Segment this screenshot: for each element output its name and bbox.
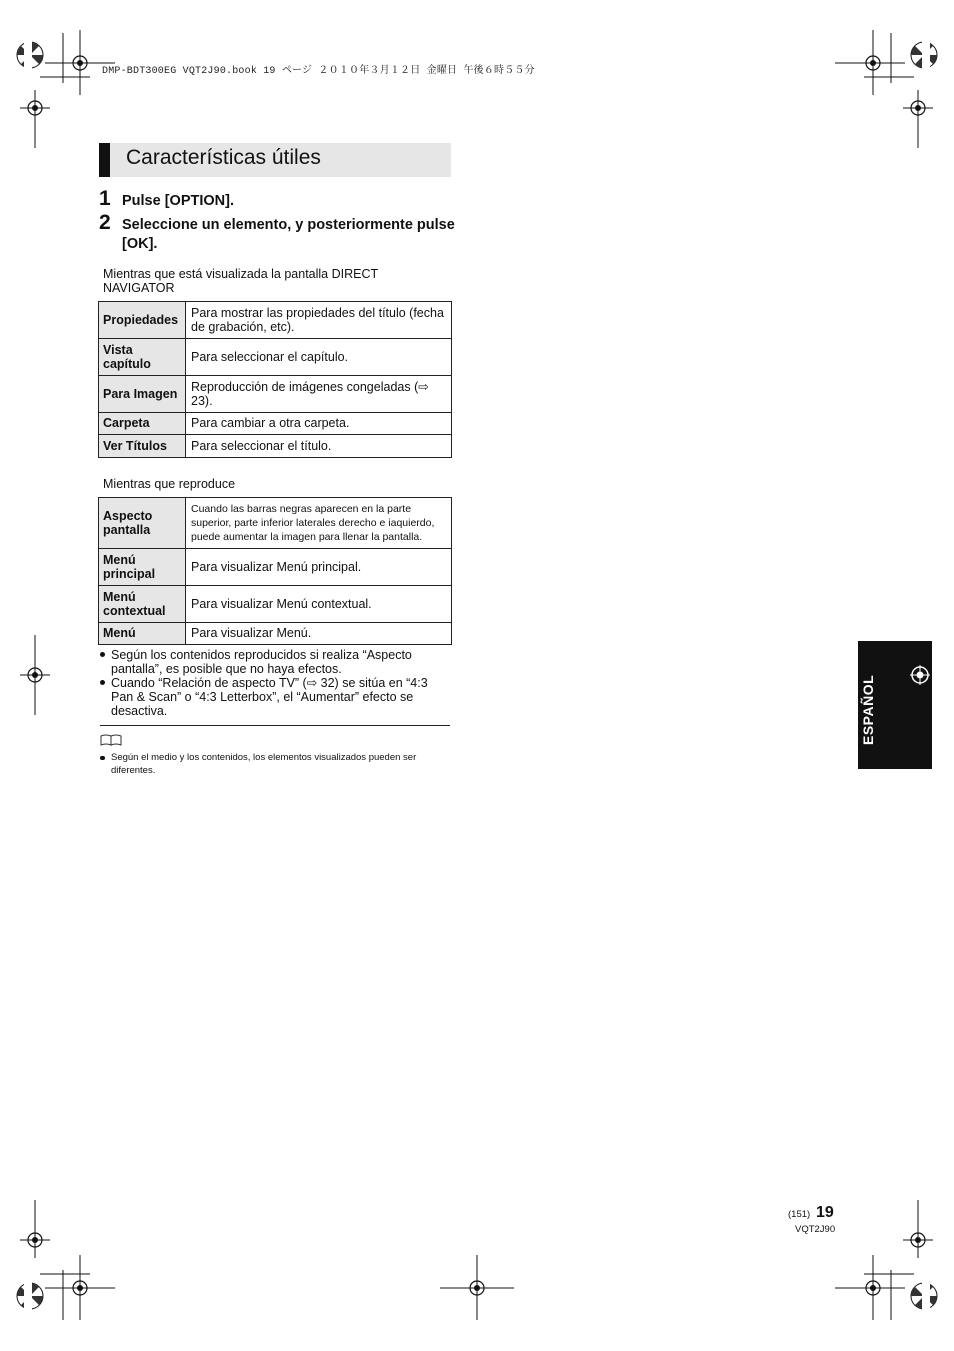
option-name: Ver Títulos [99, 435, 186, 458]
list-item: Cuando “Relación de aspecto TV” (⇨ 32) se sitúa en “4:3 Pan & Scan” o “4:3 Letterbox”, el “Aumentar” efecto se desactiva. [99, 676, 451, 718]
option-name: Vista capítulo [99, 339, 186, 376]
page-number: 19 [816, 1204, 834, 1221]
note-list [99, 752, 451, 777]
document-code: VQT2J90 [795, 1224, 836, 1235]
overall-page-number: (151) [788, 1209, 811, 1220]
option-description: Para seleccionar el capítulo. [186, 339, 452, 376]
option-name: Menú [99, 623, 186, 645]
step-text: Pulse [OPTION]. [122, 193, 234, 209]
option-description: Para visualizar Menú principal. [186, 549, 452, 586]
option-name: Menú contextual [99, 586, 186, 623]
print-header-line: DMP-BDT300EG VQT2J90.book 19 ページ ２０１０年３月１２日 金曜日 午後６時５５分 [102, 66, 535, 77]
table1-caption: Mientras que está visualizada la pantalla DIRECT NAVIGATOR [103, 267, 378, 295]
option-description: Cuando las barras negras aparecen en la parte superior, parte inferior laterales derecho e iaquierdo, puede aumentar la imagen para llenar la pantalla. [186, 498, 452, 549]
step-1 [99, 187, 459, 214]
table-row [99, 549, 452, 586]
divider [100, 725, 450, 726]
title-accent [99, 143, 110, 177]
list-item: Según los contenidos reproducidos si realiza “Aspecto pantalla”, es posible que no haya efectos. [99, 648, 451, 676]
option-description: Para visualizar Menú. [186, 623, 452, 645]
option-name: Aspecto pantalla [99, 498, 186, 549]
book-note-icon [100, 734, 122, 746]
language-label: ESPAÑOL [860, 674, 876, 745]
table-row [99, 623, 452, 645]
table-row [99, 302, 452, 339]
option-name: Propiedades [99, 302, 186, 339]
section-title-bar [99, 143, 451, 177]
options-table-navigator [98, 301, 452, 458]
registration-mark-icon [910, 665, 930, 685]
option-description: Para visualizar Menú contextual. [186, 586, 452, 623]
option-description: Para seleccionar el título. [186, 435, 452, 458]
language-tab [858, 641, 932, 769]
option-description: Reproducción de imágenes congeladas (⇨ 23). [186, 376, 452, 413]
step-number: 1 [99, 187, 111, 210]
option-name: Menú principal [99, 549, 186, 586]
notes-list [99, 648, 451, 718]
list-item: Según el medio y los contenidos, los elementos visualizados pueden ser diferentes. [99, 752, 451, 777]
table-row [99, 586, 452, 623]
step-number: 2 [99, 211, 111, 234]
table-row [99, 435, 452, 458]
step-text: Seleccione un elemento, y posteriormente pulse [OK]. [122, 217, 455, 252]
option-description: Para cambiar a otra carpeta. [186, 413, 452, 435]
option-name: Para Imagen [99, 376, 186, 413]
table-row [99, 376, 452, 413]
option-name: Carpeta [99, 413, 186, 435]
table-row [99, 498, 452, 549]
table-row [99, 339, 452, 376]
table2-caption: Mientras que reproduce [103, 477, 236, 491]
options-table-playback [98, 497, 452, 645]
table-row [99, 413, 452, 435]
step-2 [99, 211, 459, 256]
section-title: Características útiles [126, 146, 321, 169]
option-description: Para mostrar las propiedades del título (fecha de grabación, etc). [186, 302, 452, 339]
